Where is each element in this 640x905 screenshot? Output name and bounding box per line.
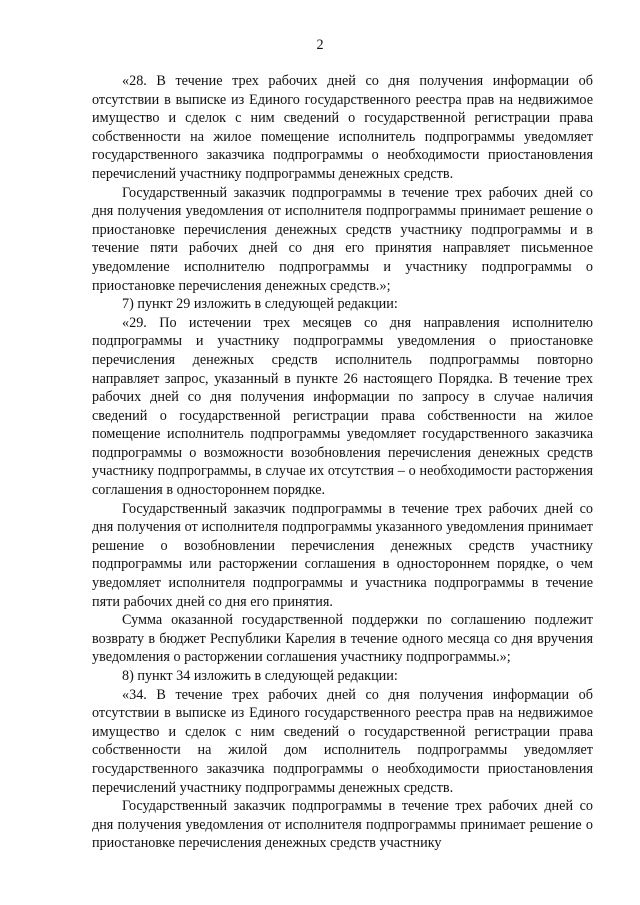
paragraph-item-29: «29. По истечении трех месяцев со дня направления исполнителю подпрограммы и участнику подпрограммы уведомления о приостановке перечисления денежных средств исполнитель подпрограммы повторно направляет запрос, указанный в пункте 26 настоящего Порядка. В течение трех рабочих дней со дня получения информации по запросу в случае наличия сведений о государственной регистрации права собственности на жилое помещение исполнитель подпрограммы уведомляет государственного заказчика подпрограммы о возможности возобновления перечисления денежных средств участнику подпрограммы, в случае их отсутствия – о необходимости расторжения соглашения в одностороннем порядке. xyxy=(92,314,593,499)
paragraph-item-34-customer-decision: Государственный заказчик подпрограммы в течение трех рабочих дней со дня получения уведомления от исполнителя подпрограммы принимает решение о приостановке перечисления денежных средств участнику xyxy=(92,798,593,852)
paragraph-item-29-customer-decision: Государственный заказчик подпрограммы в течение трех рабочих дней со дня получения от исполнителя подпрограммы указанного уведомления принимает решение о возобновлении перечисления денежных средств участнику подпрограммы или расторжении соглашения в одностороннем порядке, о чем уведомляет исполнителя подпрограммы и участника подпрограммы в течение пяти рабочих дней со дня его принятия. xyxy=(92,500,593,610)
paragraph-item-29-refund: Сумма оказанной государственной поддержки по соглашению подлежит возврату в бюджет Республики Карелия в течение одного месяца со дня вручения уведомления о расторжении соглашения участнику подпрограммы.»; xyxy=(92,612,593,666)
paragraph-amendment-7: 7) пункт 29 изложить в следующей редакции: xyxy=(122,296,398,313)
paragraph-item-34: «34. В течение трех рабочих дней со дня получения информации об отсутствии в выписке из Единого государственного реестра прав на недвижимое имущество и сделок с ним сведений о государственной регистрации права собственности на жилой дом исполнитель подпрограммы уведомляет государственного заказчика подпрограммы о необходимости приостановления перечислений участнику подпрограммы денежных средств. xyxy=(92,686,593,796)
paragraph-amendment-8: 8) пункт 34 изложить в следующей редакции: xyxy=(122,668,398,684)
page-number: 2 xyxy=(316,37,324,53)
paragraph-item-28: «28. В течение трех рабочих дней со дня получения информации об отсутствии в выписке из Единого государственного реестра прав на недвижимое имущество и сделок с ним сведений о государственной регистрации права собственности на жилое помещение исполнитель подпрограммы уведомляет государственного заказчика подпрограммы о необходимости приостановления перечислений участнику подпрограммы денежных средств. xyxy=(92,73,593,182)
document-body xyxy=(92,72,593,853)
paragraph-item-28-customer-decision: Государственный заказчик подпрограммы в течение трех рабочих дней со дня получения уведомления от исполнителя подпрограммы принимает решение о приостановке перечисления денежных средств участнику подпрограммы и в течение пяти рабочих дней со дня его принятия направляет письменное уведомление исполнителю подпрограммы и участнику подпрограммы о приостановке перечисления денежных средств.»; xyxy=(92,184,593,294)
